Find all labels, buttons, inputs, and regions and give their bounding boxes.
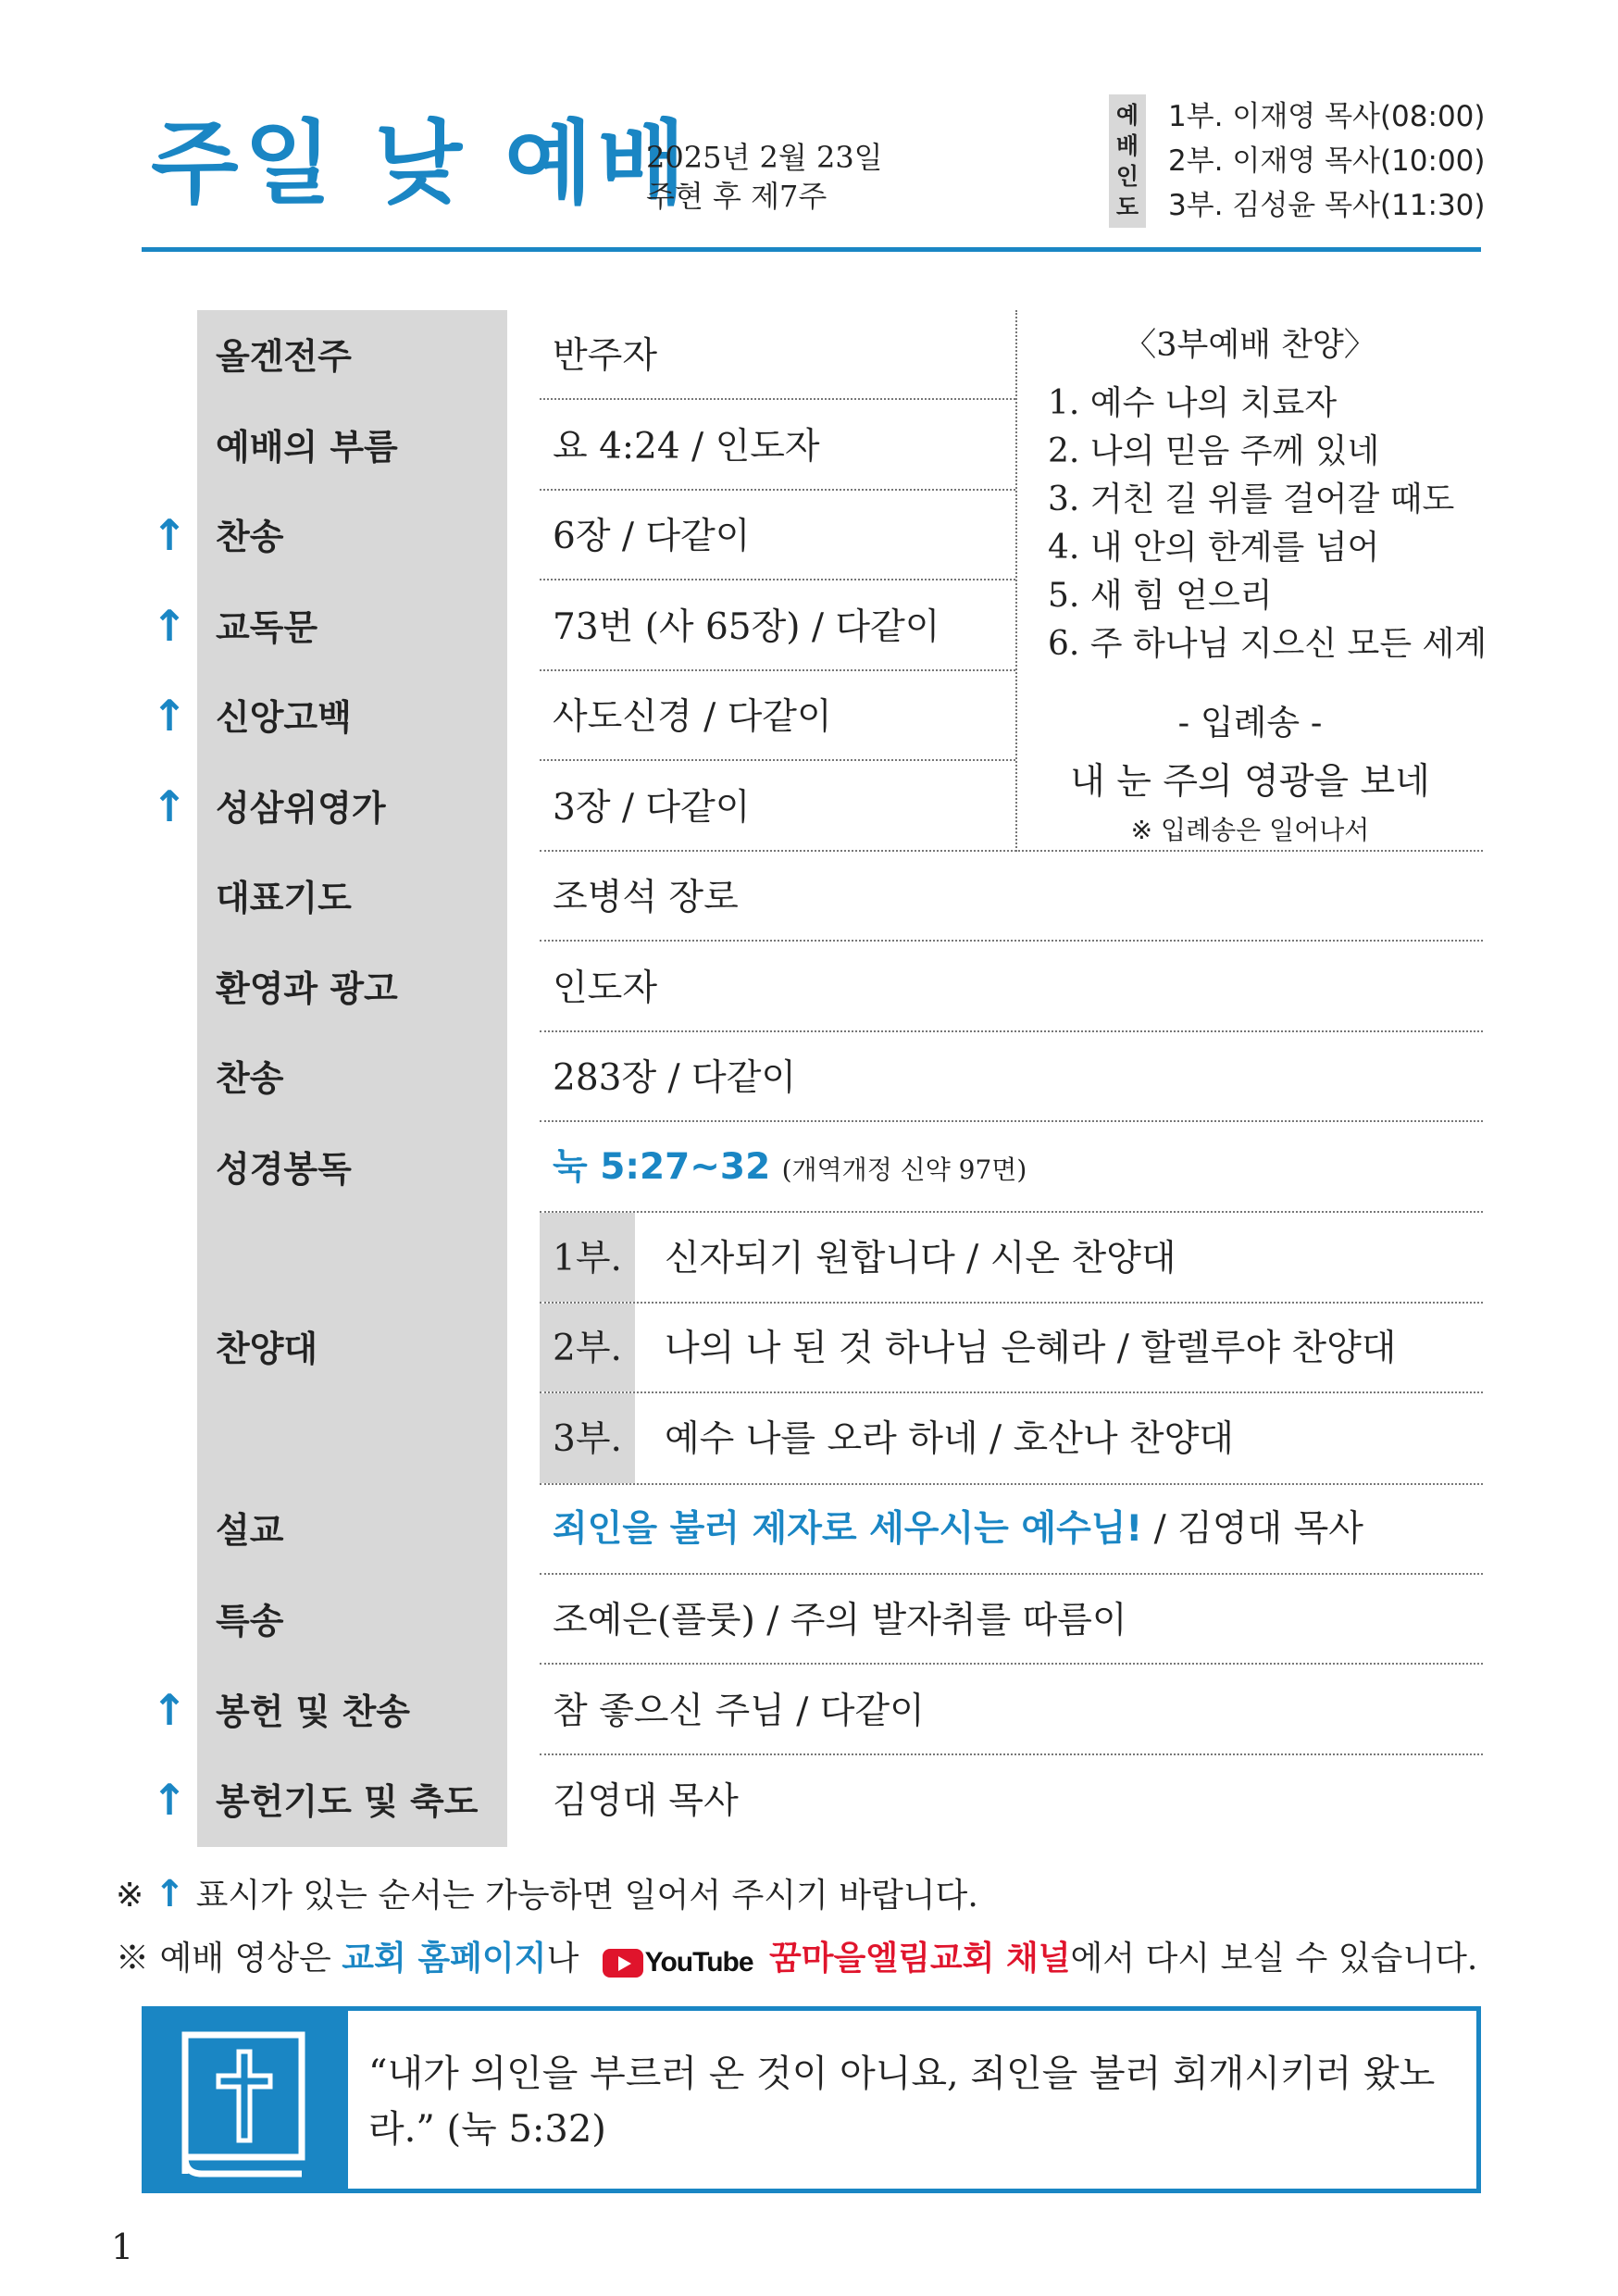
choir-part: 1부.: [553, 1238, 622, 1279]
choir-part: 3부.: [553, 1418, 622, 1460]
video-note-mid: 나: [546, 1940, 579, 1978]
order-value: 사도신경 / 다같이: [553, 696, 832, 738]
order-value: 조병석 장로: [553, 877, 739, 918]
youtube-channel-link[interactable]: 꿈마을엘림교회 채널: [769, 1940, 1071, 1978]
hymn-item: 3. 거친 길 위를 걸어갈 때도: [1048, 480, 1455, 518]
order-label: 교독문: [216, 607, 318, 648]
up-arrow-icon: ↑: [151, 510, 188, 560]
order-value: 김영대 목사: [553, 1780, 739, 1822]
order-row: [0, 1032, 1618, 1123]
up-arrow-icon: ↑: [151, 601, 188, 651]
row-divider: [540, 1302, 1483, 1304]
sermon-title: 죄인을 불러 제자로 세우시는 예수님!: [553, 1508, 1143, 1550]
video-note-prefix: ※ 예배 영상은: [116, 1940, 331, 1978]
leaders-tag-char: 도: [1115, 193, 1139, 220]
order-value: 73번 (사 65장) / 다같이: [553, 606, 940, 648]
choir-part-cell: [540, 1304, 635, 1391]
row-divider: [540, 398, 1015, 400]
header-divider: [142, 247, 1481, 252]
verse-text: “내가 의인을 부르러 온 것이 아니요, 죄인을 불러 회개시키러 왔노라.” (눅 5:32): [368, 2053, 1436, 2151]
page-number: 1: [111, 2227, 134, 2267]
leader-item: 1부. 이재영 목사(08:00): [1168, 100, 1486, 133]
hymn-item: 2. 나의 믿음 주께 있네: [1048, 432, 1380, 470]
order-label: 환영과 광고: [216, 968, 398, 1009]
row-divider: [540, 940, 1483, 942]
hymn-item: 5. 새 힘 얻으리: [1048, 577, 1273, 615]
season-text: 주현 후 제7주: [646, 178, 828, 214]
row-divider: [540, 579, 1015, 580]
up-arrow-icon: ↑: [151, 1775, 188, 1825]
row-divider: [540, 1120, 1483, 1122]
page-title: 주일 낮 예배: [151, 111, 691, 217]
order-label: 신앙고백: [216, 697, 352, 738]
hymn-item: 6. 주 하나님 지으신 모든 세계: [1048, 625, 1487, 663]
order-label: 특송: [216, 1601, 284, 1641]
verse-box: [142, 2006, 1481, 2193]
order-value: 283장 / 다같이: [553, 1057, 797, 1099]
order-value: 6장 / 다같이: [553, 516, 751, 557]
order-row: [0, 310, 1618, 401]
order-value: 요 4:24 / 인도자: [553, 426, 820, 468]
up-arrow-icon: ↑: [151, 1685, 188, 1735]
homepage-link[interactable]: 교회 홈페이지: [342, 1940, 547, 1978]
order-row: [0, 1755, 1618, 1847]
leaders-tag-char: 예: [1115, 102, 1139, 129]
leaders-tag-char: 인: [1115, 163, 1139, 190]
order-label: 성경봉독: [216, 1149, 352, 1190]
choir-item: 나의 나 된 것 하나님 은혜라 / 할렐루야 찬양대: [665, 1328, 1397, 1369]
order-row: [0, 762, 1618, 852]
order-value: 3장 / 다같이: [553, 787, 751, 829]
youtube-play-icon: [603, 1949, 643, 1978]
order-value: 참 좋으신 주님 / 다같이: [553, 1691, 925, 1732]
order-label: 예배의 부름: [216, 427, 398, 468]
order-label: 봉헌 및 찬송: [216, 1691, 410, 1732]
row-divider: [540, 759, 1015, 761]
up-arrow-icon: ↑: [154, 1873, 186, 1915]
order-row: [0, 671, 1618, 762]
youtube-wordmark: YouTube: [644, 1947, 753, 1978]
order-row: [0, 401, 1618, 491]
leaders-tag-char: 배: [1115, 132, 1139, 159]
order-label: 봉헌기도 및 축도: [216, 1781, 479, 1822]
leader-item: 3부. 김성윤 목사(11:30): [1168, 189, 1486, 222]
service-leaders: [1168, 94, 1486, 228]
entrance-song: 내 눈 주의 영광을 보네: [1070, 761, 1430, 803]
order-value: 조예은(플룻) / 주의 발자취를 따름이: [553, 1600, 1127, 1641]
order-row: [0, 1485, 1618, 1575]
youtube-logo: [603, 1944, 753, 1978]
row-divider: [540, 1663, 1483, 1665]
verse-icon-panel: [146, 2011, 348, 2189]
order-row: [0, 1575, 1618, 1666]
choir-part-cell: [540, 1213, 635, 1302]
choir-part-cell: [540, 1393, 635, 1483]
hymn-panel-title: 〈3부예배 찬양〉: [1124, 327, 1376, 364]
order-row: [0, 1123, 1618, 1213]
up-arrow-icon: ↑: [151, 691, 188, 741]
order-label: 찬송: [216, 517, 284, 557]
order-row: [0, 581, 1618, 671]
video-note-suffix: 에서 다시 보실 수 있습니다.: [1070, 1940, 1478, 1978]
hymn-item: 1. 예수 나의 치료자: [1048, 384, 1338, 422]
scripture-version: (개역개정 신약 97면): [781, 1154, 1027, 1185]
choir-part: 2부.: [553, 1328, 622, 1369]
scripture-reading: [553, 1146, 1027, 1188]
scripture-reference: 눅 5:27~32: [553, 1146, 771, 1188]
choir-item: 예수 나를 오라 하네 / 호산나 찬양대: [665, 1418, 1234, 1460]
order-label: 설교: [216, 1510, 284, 1551]
stand-note-text: 표시가 있는 순서는 가능하면 일어서 주시기 바랍니다.: [195, 1877, 978, 1915]
hymn-item: 4. 내 안의 한계를 넘어: [1048, 529, 1380, 567]
order-value: 반주자: [553, 335, 658, 377]
bible-cross-icon: [146, 2011, 348, 2189]
order-label: 찬양대: [216, 1329, 318, 1369]
order-label: 올겐전주: [216, 336, 352, 377]
order-row: [0, 852, 1618, 942]
entrance-song-heading: - 입례송 -: [1177, 703, 1323, 742]
order-value: 인도자: [553, 967, 658, 1009]
order-label: 대표기도: [216, 878, 352, 918]
order-row: [0, 1666, 1618, 1755]
sermon-preacher: / 김영대 목사: [1153, 1508, 1363, 1550]
sermon: [553, 1508, 1363, 1550]
order-label: 성삼위영가: [216, 788, 386, 829]
row-divider: [540, 1391, 1483, 1393]
order-row: [0, 942, 1618, 1032]
date-text: 2025년 2월 23일: [646, 140, 883, 175]
video-note: [116, 1942, 1477, 1978]
service-date: [646, 139, 883, 216]
entrance-song-note: ※ 입례송은 일어나서: [1130, 815, 1370, 845]
leader-item: 2부. 이재영 목사(10:00): [1168, 144, 1486, 178]
leaders-tag: [1109, 94, 1146, 228]
order-row: [0, 491, 1618, 581]
order-label: 찬송: [216, 1058, 284, 1099]
note-mark: ※: [116, 1877, 144, 1915]
choir-item: 신자되기 원합니다 / 시온 찬양대: [665, 1238, 1176, 1279]
stand-note: [116, 1873, 978, 1915]
up-arrow-icon: ↑: [151, 781, 188, 831]
